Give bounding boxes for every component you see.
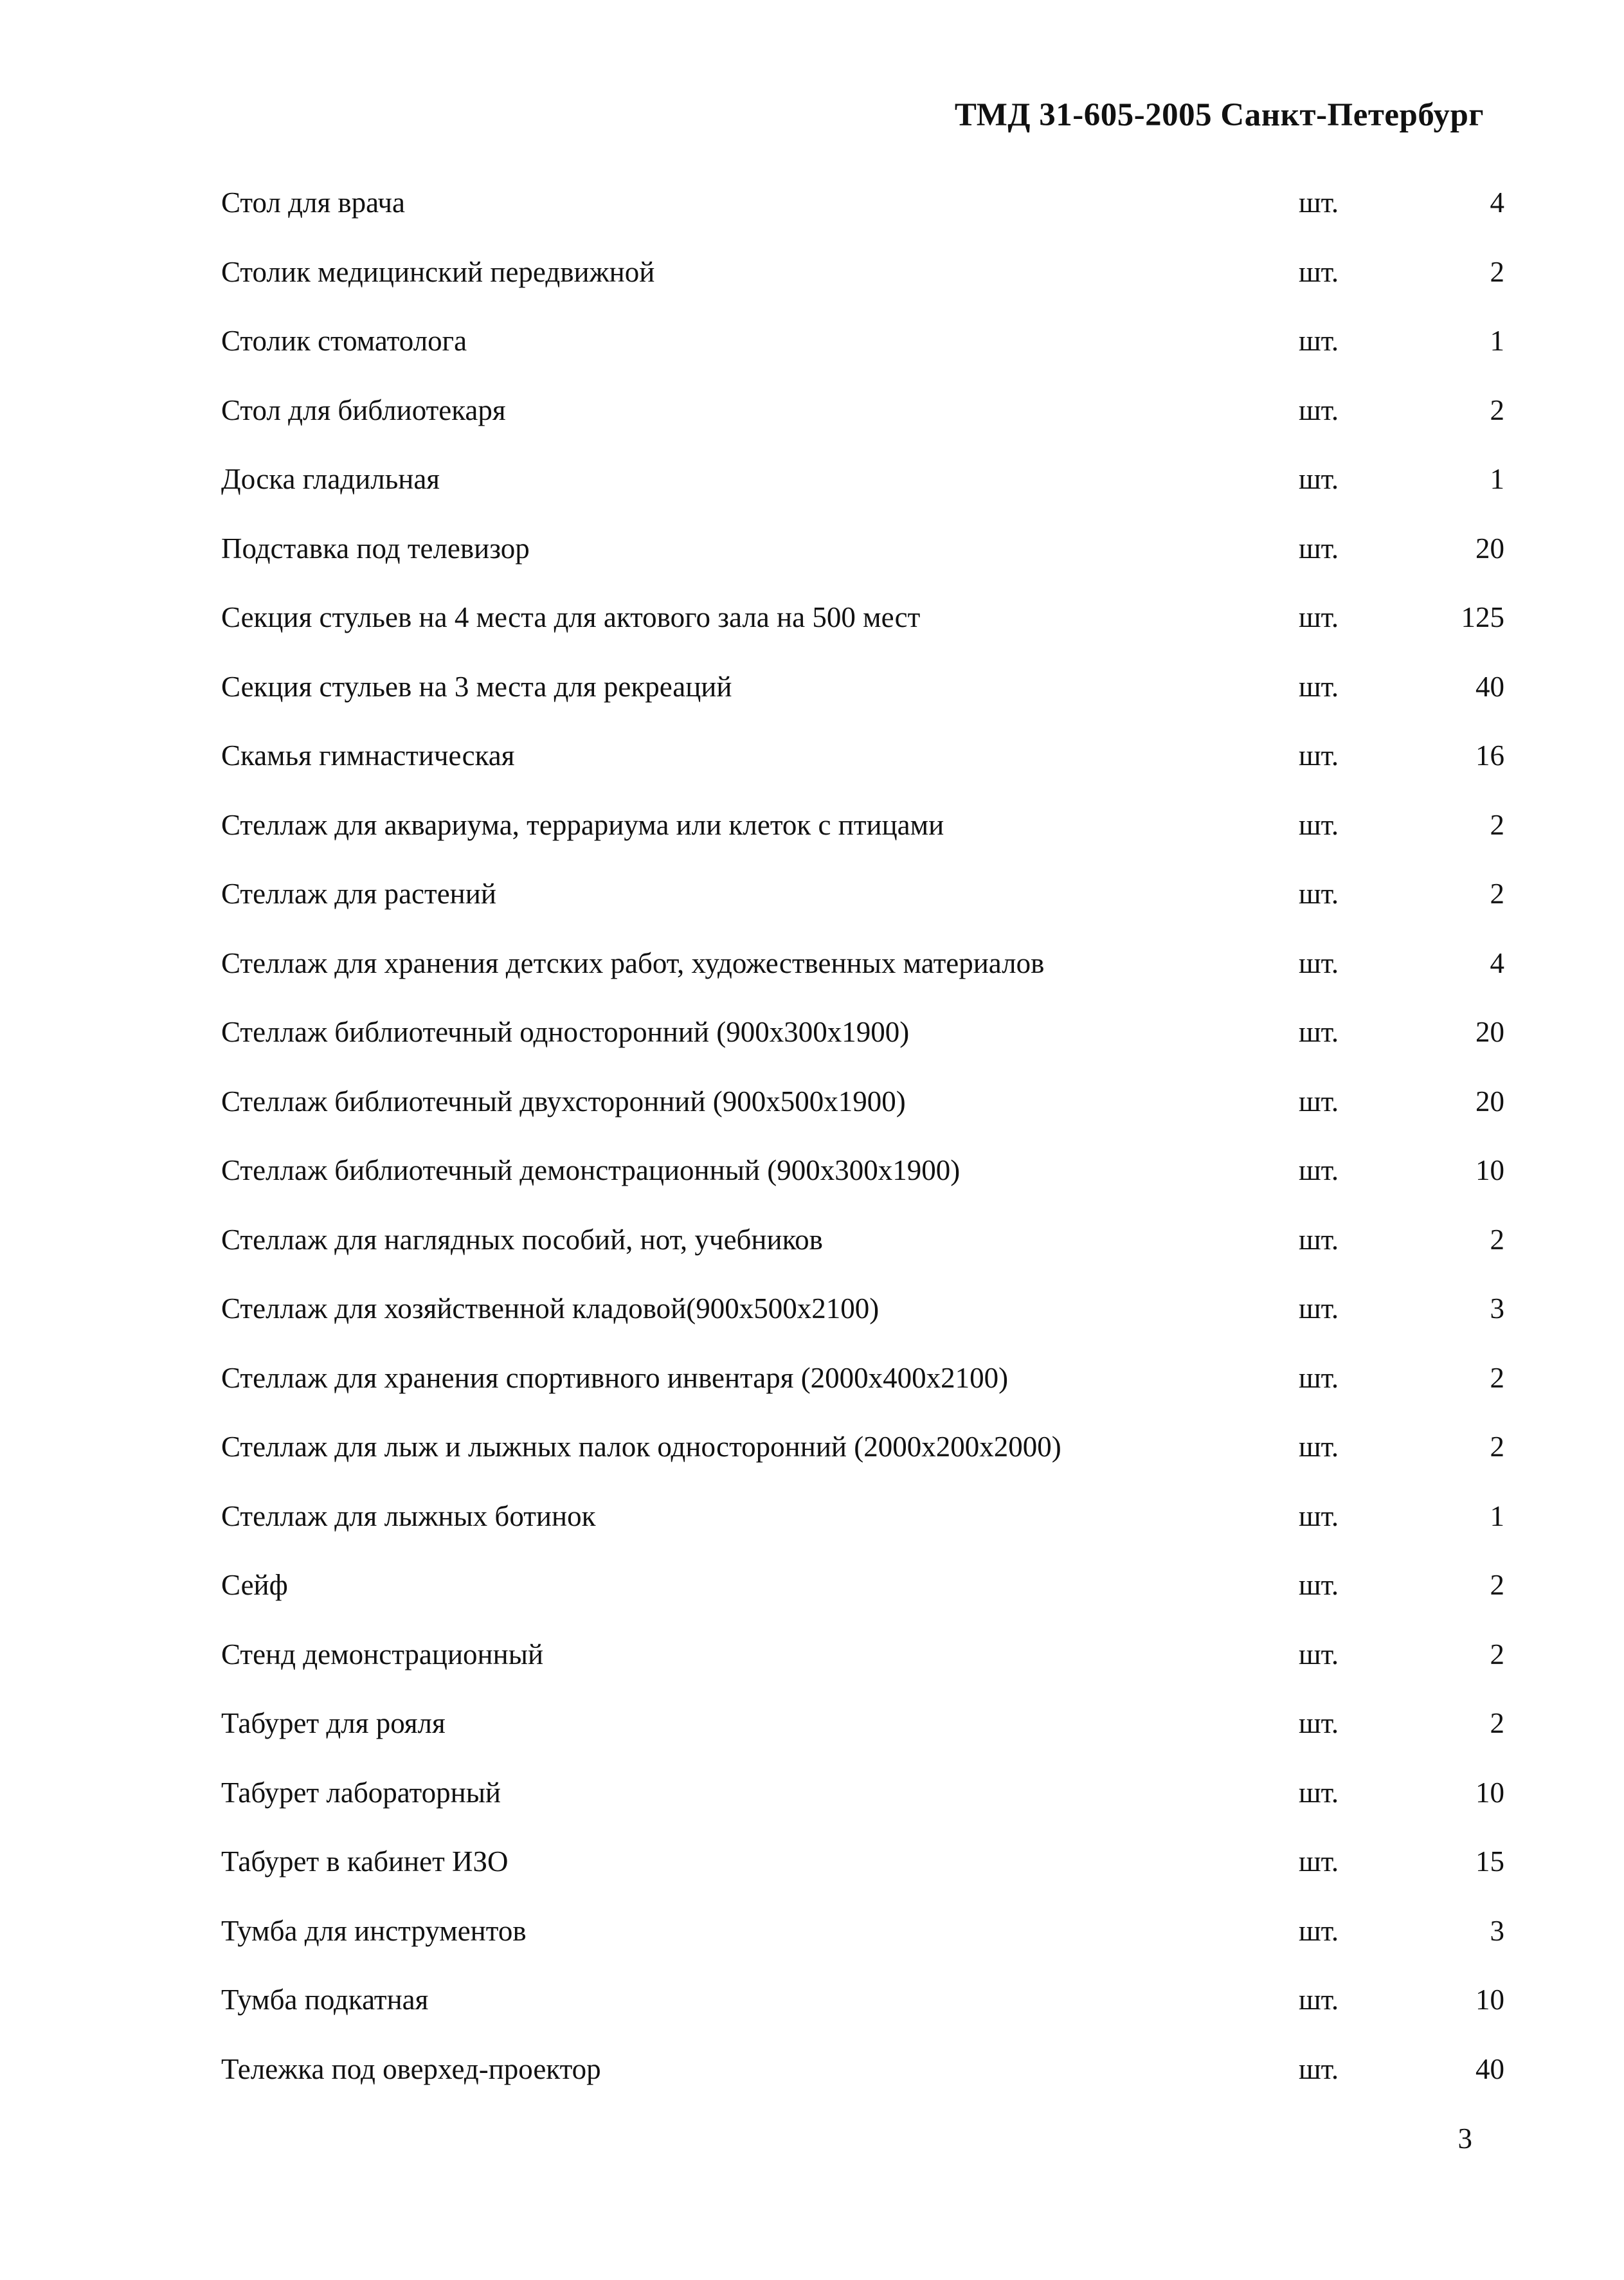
item-quantity: 2 xyxy=(1490,1223,1504,1256)
item-name: Стеллаж для лыжных ботинок xyxy=(221,1499,596,1532)
item-name: Тумба для инструментов xyxy=(221,1914,527,1947)
item-quantity: 20 xyxy=(1475,532,1504,565)
item-name: Столик стоматолога xyxy=(221,325,467,357)
item-name: Табурет в кабинет ИЗО xyxy=(221,1845,509,1877)
item-quantity: 10 xyxy=(1475,1776,1504,1809)
item-name: Сейф xyxy=(221,1569,288,1601)
item-quantity: 40 xyxy=(1475,670,1504,703)
item-name: Табурет лабораторный xyxy=(221,1776,501,1809)
list-item xyxy=(0,1497,1624,1566)
item-quantity: 3 xyxy=(1490,1914,1504,1947)
item-name: Стеллаж для хранения спортивного инвентаря (2000x400x2100) xyxy=(221,1361,1009,1394)
item-quantity: 2 xyxy=(1490,1431,1504,1463)
list-item xyxy=(0,253,1624,322)
item-quantity: 20 xyxy=(1475,1085,1504,1117)
list-item xyxy=(0,1151,1624,1220)
item-name: Столик медицинский передвижной xyxy=(221,255,655,288)
item-name: Стеллаж для хранения детских работ, художественных материалов xyxy=(221,946,1045,979)
item-name: Тумба подкатная xyxy=(221,1984,429,2016)
item-unit: шт. xyxy=(1299,1223,1339,1256)
item-unit: шт. xyxy=(1299,532,1339,565)
item-unit: шт. xyxy=(1299,670,1339,703)
item-unit: шт. xyxy=(1299,1984,1339,2016)
item-quantity: 16 xyxy=(1475,739,1504,772)
item-quantity: 125 xyxy=(1461,601,1504,633)
item-quantity: 2 xyxy=(1490,808,1504,841)
item-unit: шт. xyxy=(1299,808,1339,841)
list-item xyxy=(0,1289,1624,1359)
item-unit: шт. xyxy=(1299,1845,1339,1877)
item-unit: шт. xyxy=(1299,1292,1339,1325)
item-quantity: 2 xyxy=(1490,394,1504,426)
list-item xyxy=(0,1980,1624,2050)
item-unit: шт. xyxy=(1299,739,1339,772)
item-unit: шт. xyxy=(1299,255,1339,288)
item-name: Стол для врача xyxy=(221,186,405,219)
item-name: Стеллаж библиотечный двухсторонний (900x500x1900) xyxy=(221,1085,906,1117)
list-item xyxy=(0,1013,1624,1082)
item-unit: шт. xyxy=(1299,1776,1339,1809)
list-item xyxy=(0,1359,1624,1428)
list-item xyxy=(0,1635,1624,1705)
item-quantity: 2 xyxy=(1490,255,1504,288)
list-item xyxy=(0,460,1624,529)
list-item xyxy=(0,667,1624,737)
item-quantity: 15 xyxy=(1475,1845,1504,1877)
item-name: Стол для библиотекаря xyxy=(221,394,506,426)
list-item xyxy=(0,2050,1624,2119)
item-quantity: 1 xyxy=(1490,1499,1504,1532)
item-quantity: 4 xyxy=(1490,946,1504,979)
item-unit: шт. xyxy=(1299,325,1339,357)
item-quantity: 40 xyxy=(1475,2052,1504,2085)
item-unit: шт. xyxy=(1299,1569,1339,1601)
item-quantity: 10 xyxy=(1475,1154,1504,1186)
item-unit: шт. xyxy=(1299,1431,1339,1463)
item-unit: шт. xyxy=(1299,1914,1339,1947)
item-unit: шт. xyxy=(1299,1361,1339,1394)
list-item xyxy=(0,1566,1624,1635)
item-quantity: 20 xyxy=(1475,1016,1504,1048)
item-unit: шт. xyxy=(1299,601,1339,633)
item-name: Секция стульев на 3 места для рекреаций xyxy=(221,670,732,703)
list-item xyxy=(0,391,1624,460)
list-item xyxy=(0,1082,1624,1152)
item-unit: шт. xyxy=(1299,186,1339,219)
item-unit: шт. xyxy=(1299,1016,1339,1048)
list-item xyxy=(0,736,1624,806)
list-item xyxy=(0,321,1624,391)
item-unit: шт. xyxy=(1299,1707,1339,1739)
item-name: Тележка под оверхед-проектор xyxy=(221,2052,601,2085)
item-name: Скамья гимнастическая xyxy=(221,739,515,772)
item-name: Доска гладильная xyxy=(221,463,440,495)
item-name: Стеллаж для аквариума, террариума или клеток с птицами xyxy=(221,808,944,841)
list-item xyxy=(0,874,1624,944)
item-name: Стеллаж для растений xyxy=(221,878,496,910)
item-name: Стеллаж библиотечный демонстрационный (900x300x1900) xyxy=(221,1154,961,1186)
list-item xyxy=(0,1842,1624,1912)
list-item xyxy=(0,529,1624,599)
item-quantity: 2 xyxy=(1490,878,1504,910)
item-unit: шт. xyxy=(1299,1499,1339,1532)
item-quantity: 10 xyxy=(1475,1984,1504,2016)
item-unit: шт. xyxy=(1299,1154,1339,1186)
list-item xyxy=(0,1704,1624,1773)
list-item xyxy=(0,598,1624,667)
item-quantity: 1 xyxy=(1490,325,1504,357)
item-unit: шт. xyxy=(1299,394,1339,426)
list-item xyxy=(0,944,1624,1013)
item-name: Стеллаж для лыж и лыжных палок односторонний (2000x200x2000) xyxy=(221,1431,1061,1463)
item-unit: шт. xyxy=(1299,878,1339,910)
list-item xyxy=(0,1912,1624,1981)
item-unit: шт. xyxy=(1299,1638,1339,1670)
list-item xyxy=(0,183,1624,253)
items-list xyxy=(0,183,1624,2119)
item-quantity: 3 xyxy=(1490,1292,1504,1325)
item-unit: шт. xyxy=(1299,1085,1339,1117)
item-name: Стеллаж для наглядных пособий, нот, учебников xyxy=(221,1223,823,1256)
list-item xyxy=(0,1427,1624,1497)
list-item xyxy=(0,806,1624,875)
item-unit: шт. xyxy=(1299,2052,1339,2085)
list-item xyxy=(0,1220,1624,1290)
item-name: Стенд демонстрационный xyxy=(221,1638,544,1670)
item-quantity: 4 xyxy=(1490,186,1504,219)
item-quantity: 2 xyxy=(1490,1569,1504,1601)
page-number: 3 xyxy=(1457,2122,1472,2155)
item-name: Стеллаж для хозяйственной кладовой(900x500x2100) xyxy=(221,1292,880,1325)
item-quantity: 1 xyxy=(1490,463,1504,495)
list-item xyxy=(0,1773,1624,1843)
item-quantity: 2 xyxy=(1490,1707,1504,1739)
document-header: ТМД 31-605-2005 Санкт-Петербург xyxy=(954,97,1484,133)
item-unit: шт. xyxy=(1299,946,1339,979)
item-name: Секция стульев на 4 места для актового зала на 500 мест xyxy=(221,601,921,633)
item-name: Стеллаж библиотечный односторонний (900x300x1900) xyxy=(221,1016,910,1048)
item-unit: шт. xyxy=(1299,463,1339,495)
item-name: Подставка под телевизор xyxy=(221,532,530,565)
item-name: Табурет для рояля xyxy=(221,1707,446,1739)
item-quantity: 2 xyxy=(1490,1638,1504,1670)
item-quantity: 2 xyxy=(1490,1361,1504,1394)
